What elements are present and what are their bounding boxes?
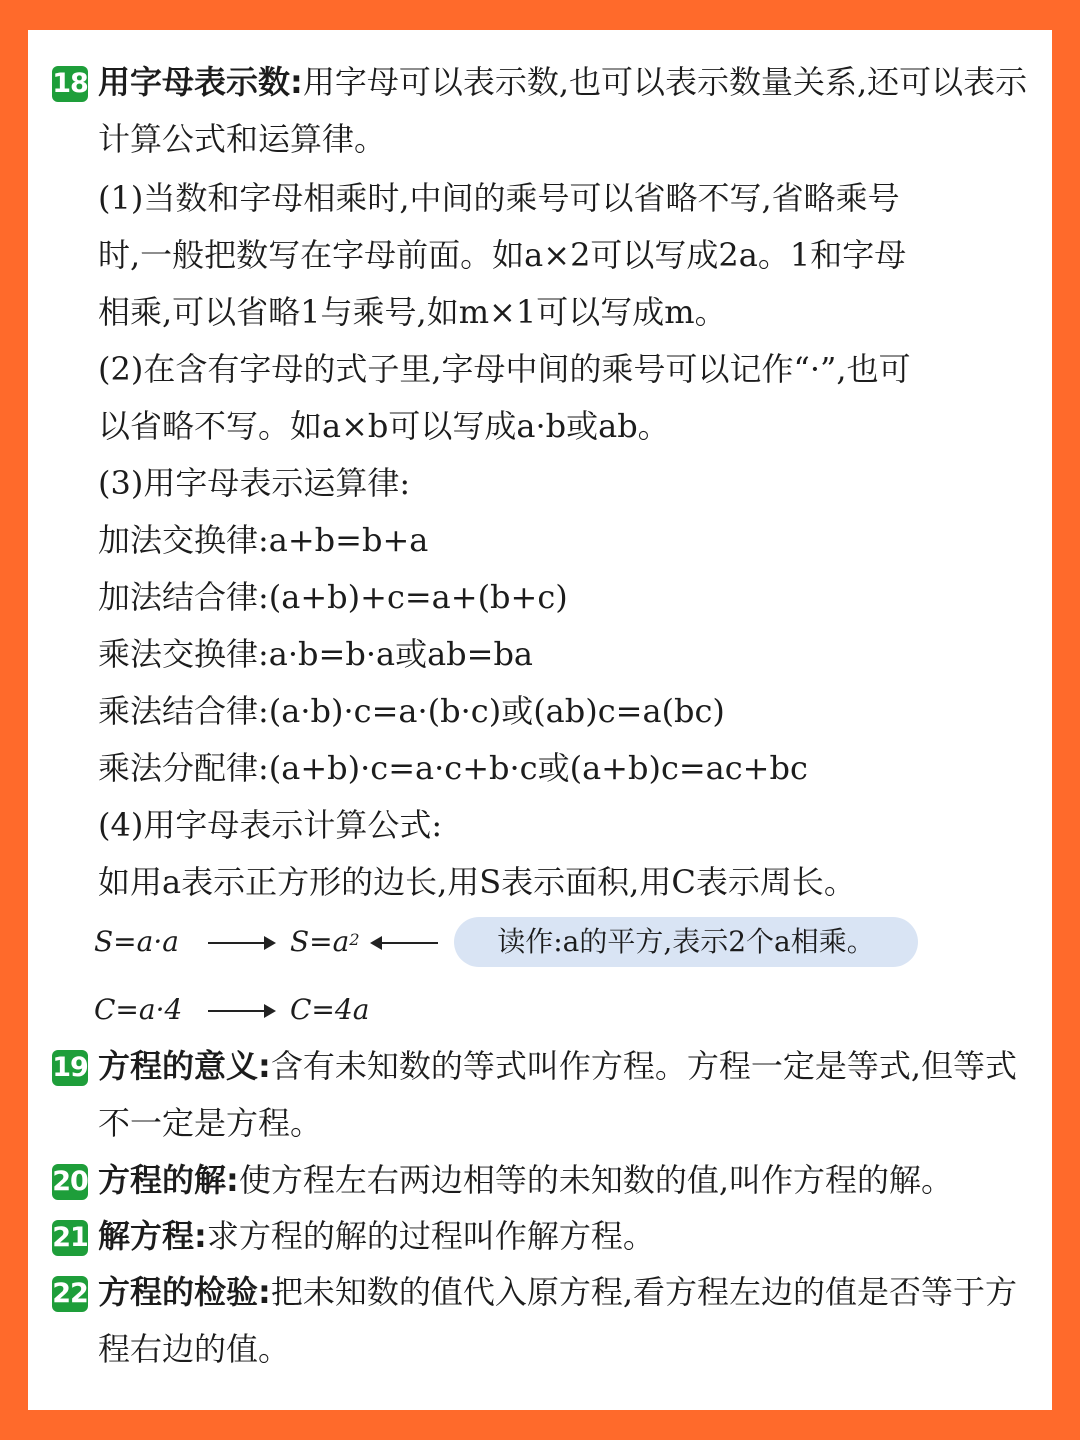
law-multiplication-associative: 乘法结合律:(a·b)·c=a·(b·c)或(ab)c=a(bc) xyxy=(98,692,725,730)
item-number-badge: 22 xyxy=(52,1276,88,1312)
paragraph-1-line-3: 相乘,可以省略1与乘号,如m×1可以写成m。 xyxy=(98,293,727,331)
item-text xyxy=(98,1152,1048,1209)
read-as-note: 读作:a的平方,表示2个a相乘。 xyxy=(454,917,918,967)
paragraph-2-line-1: (2)在含有字母的式子里,字母中间的乘号可以记作“·”,也可 xyxy=(98,350,911,388)
item-body: 把未知数的值代入原方程,看方程左边的值是否等于方程右边的值。 xyxy=(98,1273,1017,1368)
arrow-right-icon xyxy=(208,1010,274,1012)
arrow-left-icon xyxy=(372,942,438,944)
page xyxy=(28,30,1052,1410)
item-text xyxy=(98,54,1048,168)
item-text xyxy=(98,1038,1048,1152)
law-multiplication-commutative: 乘法交换律:a·b=b·a或ab=ba xyxy=(98,635,534,673)
paragraph-1-line-2: 时,一般把数写在字母前面。如a×2可以写成2a。1和字母 xyxy=(98,236,907,274)
exponent: 2 xyxy=(349,930,360,949)
law-addition-commutative: 加法交换律:a+b=b+a xyxy=(98,521,429,559)
paragraph-3-title: (3)用字母表示运算律: xyxy=(98,464,411,502)
item-number-badge: 20 xyxy=(52,1164,88,1200)
item-heading: 用字母表示数: xyxy=(98,63,303,101)
item-text xyxy=(98,1208,1048,1265)
formula-area-expanded: S=a·a xyxy=(94,925,179,958)
item-heading: 方程的意义: xyxy=(98,1047,271,1085)
paragraph-4-description: 如用a表示正方形的边长,用S表示面积,用C表示周长。 xyxy=(98,863,856,901)
item-number-badge: 21 xyxy=(52,1220,88,1256)
law-addition-associative: 加法结合律:(a+b)+c=a+(b+c) xyxy=(98,578,568,616)
item-body: 含有未知数的等式叫作方程。方程一定是等式,但等式不一定是方程。 xyxy=(98,1047,1017,1142)
arrow-right-icon xyxy=(208,942,274,944)
item-number-badge: 18 xyxy=(52,66,88,102)
law-distributive: 乘法分配律:(a+b)·c=a·c+b·c或(a+b)c=ac+bc xyxy=(98,749,808,787)
item-heading: 解方程: xyxy=(98,1217,207,1255)
formula-area-squared: $S=a^2$ xyxy=(290,925,360,958)
formula-perimeter-expanded: C=a·4 xyxy=(94,993,183,1026)
item-text xyxy=(98,1264,1048,1378)
paragraph-2-line-2: 以省略不写。如a×b可以写成a·b或ab。 xyxy=(98,407,670,445)
paragraph-4-title: (4)用字母表示计算公式: xyxy=(98,806,443,844)
paragraph-1-line-1: (1)当数和字母相乘时,中间的乘号可以省略不写,省略乘号 xyxy=(98,179,900,217)
item-body: 求方程的解的过程叫作解方程。 xyxy=(206,1217,655,1255)
item-body: 使方程左右两边相等的未知数的值,叫作方程的解。 xyxy=(238,1161,953,1199)
item-body: 用字母可以表示数,也可以表示数量关系,还可以表示计算公式和运算律。 xyxy=(98,63,1028,158)
item-number-badge: 19 xyxy=(52,1050,88,1086)
item-heading: 方程的解: xyxy=(98,1161,239,1199)
formula-perimeter-simplified: C=4a xyxy=(290,993,370,1026)
item-heading: 方程的检验: xyxy=(98,1273,271,1311)
